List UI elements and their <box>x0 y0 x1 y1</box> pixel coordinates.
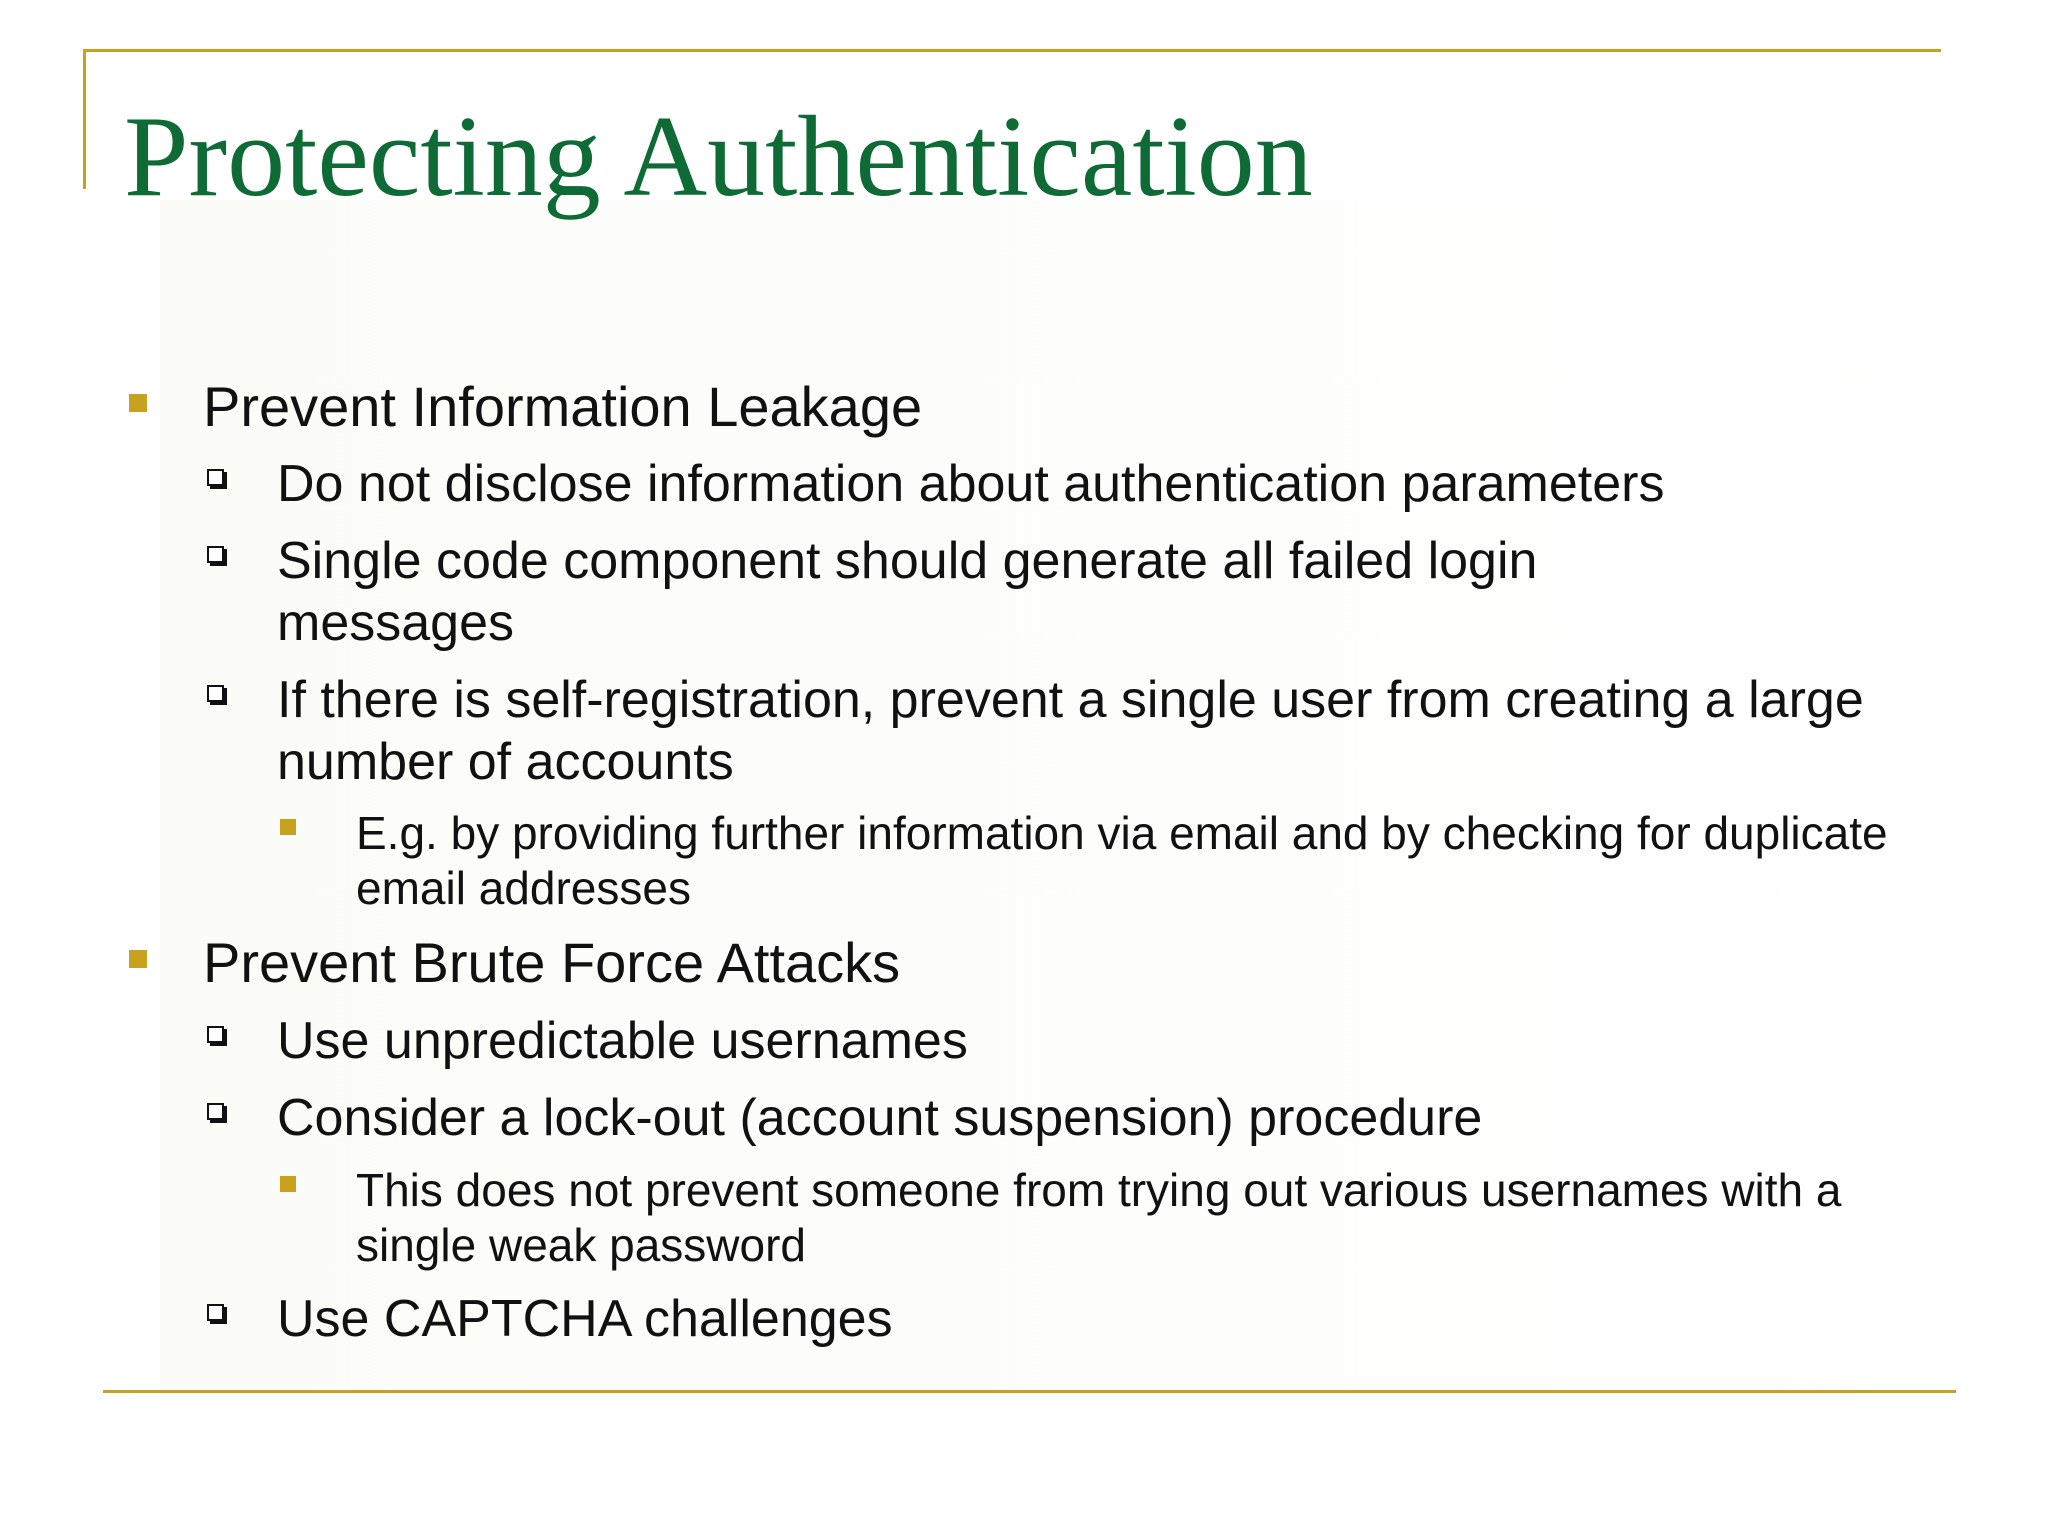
bullet-item-level2 <box>277 1010 1937 1072</box>
hollow-box-icon <box>207 1026 224 1043</box>
gold-square-icon <box>280 1176 296 1192</box>
bullet-text: Single code component should generate all failed login messages <box>277 532 1538 652</box>
bullet-text: Use unpredictable usernames <box>277 1012 968 1070</box>
bullet-text: This does not prevent someone from trying out various usernames with a single weak password <box>356 1164 1842 1271</box>
bullet-text: Consider a lock-out (account suspension) procedure <box>277 1089 1483 1147</box>
bullet-text: Use CAPTCHA challenges <box>277 1290 893 1348</box>
bullet-text: Prevent Brute Force Attacks <box>203 931 901 994</box>
frame-bottom-rule <box>103 1390 1956 1393</box>
hollow-box-icon <box>207 546 224 563</box>
bullet-item-level2 <box>277 1288 1937 1350</box>
bullet-item-level2 <box>277 530 1727 654</box>
hollow-box-icon <box>207 1103 224 1120</box>
bullet-item-level3 <box>356 806 1936 916</box>
gold-square-icon <box>129 950 147 968</box>
bullet-item-level1 <box>203 376 1923 438</box>
hollow-box-icon <box>207 469 224 486</box>
bullet-text: E.g. by providing further information via email and by checking for duplicate email addresses <box>356 807 1888 914</box>
bullet-item-level2 <box>277 1087 1937 1149</box>
hollow-box-icon <box>207 1304 224 1321</box>
hollow-box-icon <box>207 685 224 702</box>
slide-title: Protecting Authentication <box>124 93 1313 221</box>
gold-square-icon <box>129 394 147 412</box>
bullet-text: Do not disclose information about authentication parameters <box>277 455 1665 513</box>
gold-square-icon <box>280 819 296 835</box>
bullet-text: If there is self-registration, prevent a single user from creating a large number of accounts <box>277 671 1864 791</box>
bullet-item-level1 <box>203 932 1923 994</box>
bullet-item-level3 <box>356 1163 1956 1273</box>
bullet-text: Prevent Information Leakage <box>203 375 923 438</box>
bullet-item-level2 <box>277 453 1937 515</box>
bullet-item-level2 <box>277 669 1937 793</box>
